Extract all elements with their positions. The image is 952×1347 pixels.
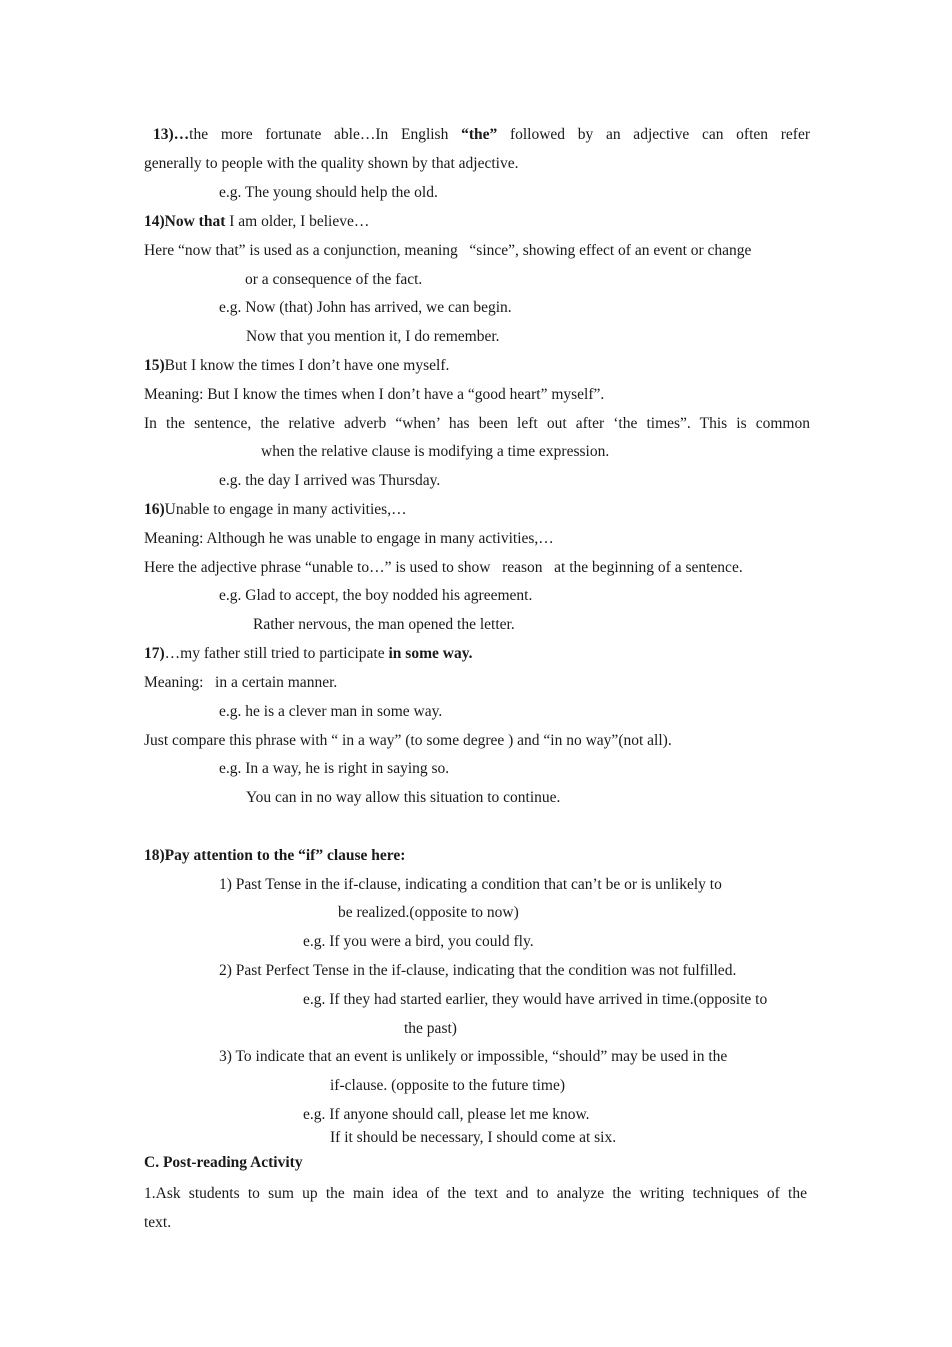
- post-reading-line2: text.: [144, 1214, 172, 1231]
- sec17-example2: e.g. In a way, he is right in saying so.: [219, 760, 450, 777]
- sec18-heading: 18)Pay attention to the “if” clause here:: [144, 847, 406, 864]
- sec13-example: e.g. The young should help the old.: [219, 184, 438, 201]
- sec18-point2-example: e.g. If they had started earlier, they would have arrived in time.(opposite to: [303, 991, 768, 1008]
- sec18-point3-line2: if-clause. (opposite to the future time): [330, 1077, 566, 1094]
- sec15-meaning: Meaning: But I know the times when I don’t have a “good heart” myself”.: [144, 386, 605, 403]
- sec18-point1-line1: 1) Past Tense in the if-clause, indicating a condition that can’t be or is unlikely to: [219, 876, 722, 893]
- sec17-compare: Just compare this phrase with “ in a way” (to some degree ) and “in no way”(not all).: [144, 732, 672, 749]
- sec17-heading: 17)…my father still tried to participate in some way.: [144, 645, 473, 662]
- sec18-point1-line2: be realized.(opposite to now): [338, 904, 519, 921]
- sec16-example1: e.g. Glad to accept, the boy nodded his agreement.: [219, 587, 533, 604]
- sec18-point2-line2: the past): [404, 1020, 457, 1037]
- post-reading-heading: C. Post-reading Activity: [144, 1154, 303, 1171]
- sec18-point3-line1: 3) To indicate that an event is unlikely or impossible, “should” may be used in the: [219, 1048, 728, 1065]
- post-reading-line1: 1.Ask students to sum up the main idea of the text and to analyze the writing techniques of the: [144, 1185, 807, 1202]
- sec16-heading: 16)Unable to engage in many activities,…: [144, 501, 407, 518]
- sec18-point3-example1: e.g. If anyone should call, please let me know.: [303, 1106, 590, 1123]
- sec14-explanation-line1: Here “now that” is used as a conjunction, meaning “since”, showing effect of an event or change: [144, 242, 752, 259]
- sec16-example2: Rather nervous, the man opened the letter.: [253, 616, 515, 633]
- sec14-example2: Now that you mention it, I do remember.: [246, 328, 500, 345]
- sec18-point3-example2: If it should be necessary, I should come at six.: [330, 1129, 617, 1146]
- sec15-heading: 15)But I know the times I don’t have one myself.: [144, 357, 450, 374]
- sec16-explanation: Here the adjective phrase “unable to…” is used to show reason at the beginning of a sentence.: [144, 559, 743, 576]
- sec18-point1-example: e.g. If you were a bird, you could fly.: [303, 933, 534, 950]
- sec13-line1: 13)…the more fortunate able…In English “the” followed by an adjective can often refer: [153, 126, 810, 143]
- sec15-explanation-line2: when the relative clause is modifying a time expression.: [261, 443, 610, 460]
- sec15-explanation-line1: In the sentence, the relative adverb “when’ has been left out after ‘the times”. This is common: [144, 415, 810, 432]
- sec14-example1: e.g. Now (that) John has arrived, we can begin.: [219, 299, 512, 316]
- sec14-heading: 14)Now that I am older, I believe…: [144, 213, 370, 230]
- sec17-meaning: Meaning: in a certain manner.: [144, 674, 338, 691]
- sec13-line2: generally to people with the quality shown by that adjective.: [144, 155, 519, 172]
- sec18-point2-line1: 2) Past Perfect Tense in the if-clause, indicating that the condition was not fulfilled.: [219, 962, 737, 979]
- sec15-example: e.g. the day I arrived was Thursday.: [219, 472, 441, 489]
- sec17-example: e.g. he is a clever man in some way.: [219, 703, 443, 720]
- sec16-meaning: Meaning: Although he was unable to engage in many activities,…: [144, 530, 554, 547]
- sec14-explanation-line2: or a consequence of the fact.: [245, 271, 423, 288]
- sec17-example3: You can in no way allow this situation to continue.: [246, 789, 561, 806]
